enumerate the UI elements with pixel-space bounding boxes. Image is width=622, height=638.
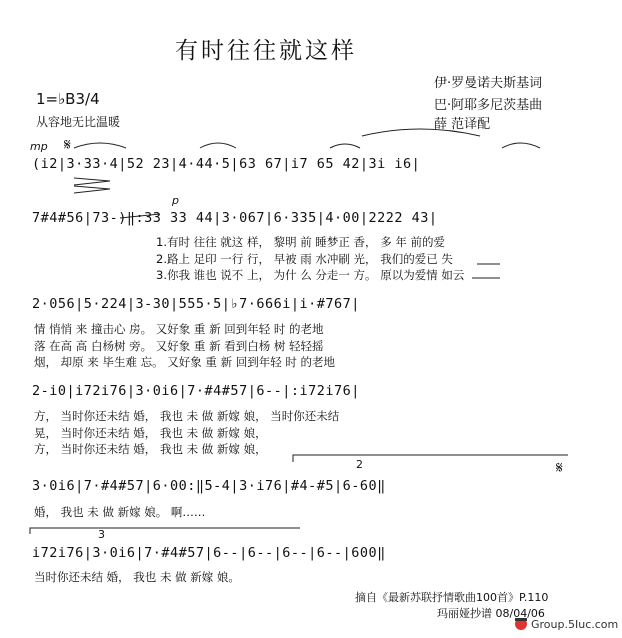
source-citation: 摘自《最新苏联抒情歌曲100首》P.110 — [355, 591, 549, 604]
site-watermark: Group.5Iuc.com — [531, 618, 619, 631]
lyricist-credit: 伊·罗曼诺夫斯基词 — [434, 76, 543, 91]
slur-mark — [330, 144, 360, 148]
key-signature: 1=♭B3/4 — [36, 90, 100, 108]
notation-row-5: 3·0i6|7·#4#57|6·00:‖5-4|3·i76|#4-#5|6-60‖ — [32, 478, 386, 494]
lyrics-row-2-verse-3: 3.你我 谁也 说不 上， 为什 么 分走一 方。 原以为爱情 如云 — [156, 268, 465, 282]
notation-row-4: 2-i0|i72i76|3·0i6|7·#4#57|6--|:i72i76| — [32, 383, 360, 399]
tempo-marking: 从容地无比温暖 — [36, 115, 121, 129]
lyrics-row-2-verse-2: 2.路上 足印 一行 行， 早被 雨 水冲刷 光， 我们的爱已 失 — [156, 252, 453, 266]
song-title: 有时往往就这样 — [175, 38, 357, 64]
notation-row-1: (i2|3·33·4|52 23|4·44·5|63 67|i7 65 42|3i i6| — [32, 156, 421, 172]
segno-icon: 𝄋 — [556, 458, 563, 477]
copyist-note: 玛丽娅抄谱 08/04/06 — [437, 607, 545, 620]
volta-number-2: 2 — [356, 458, 363, 471]
lyrics-row-3-verse-2: 落 在高 高 白杨树 旁。 又好象 重 新 看到白杨 树 轻轻摇 — [34, 339, 324, 353]
translator-credit: 薛 范译配 — [434, 117, 491, 132]
lyrics-row-4-verse-3: 方， 当时你还未结 婚， 我也 未 做 新嫁 娘， — [34, 442, 267, 456]
segno-icon: 𝄋 — [64, 135, 71, 154]
notation-row-2: 7#4#56|73-)‖:33 33 44|3·067|6·335|4·00|2222 43| — [32, 210, 438, 226]
lyrics-row-2-verse-1: 1.有时 往往 就这 样， 黎明 前 睡梦正 香， 多 年 前的爱 — [156, 235, 446, 249]
composer-credit: 巴·阿耶多尼茨基曲 — [434, 98, 543, 113]
volta-bracket-2 — [293, 455, 568, 462]
notation-row-6: i72i76|3·0i6|7·#4#57|6--|6--|6--|6--|600‖ — [32, 545, 386, 561]
volta-bracket-3 — [30, 528, 300, 534]
volta-number-3: 3 — [98, 528, 105, 541]
lyrics-row-4-verse-2: 晃， 当时你还未结 婚， 我也 未 做 新嫁 娘， — [34, 426, 267, 440]
slur-mark — [74, 143, 126, 148]
notation-row-3: 2·056|5·224|3-30|555·5|♭7·666i|i·#767| — [32, 296, 360, 312]
hairpin-mark — [74, 186, 110, 193]
lyrics-row-6: 当时你还未结 婚， 我也 未 做 新嫁 娘。 — [34, 570, 240, 584]
dynamic-mp: mp — [30, 140, 48, 153]
lyrics-row-3-verse-1: 情 悄悄 来 撞击心 房。 又好象 重 新 回到年轻 时 的老地 — [34, 322, 324, 336]
lyrics-row-5: 婚， 我也 未 做 新嫁 娘。 啊…… — [34, 505, 206, 519]
slur-mark — [200, 143, 236, 148]
dynamic-p: p — [172, 194, 179, 207]
slur-mark — [502, 143, 540, 148]
lyrics-row-3-verse-3: 烟， 却原 来 毕生难 忘。 又好象 重 新 回到年轻 时 的老地 — [34, 355, 336, 369]
lyrics-row-4-verse-1: 方， 当时你还未结 婚， 我也 未 做 新嫁 娘， 当时你还未结 — [34, 409, 340, 423]
hairpin-mark — [74, 178, 110, 185]
